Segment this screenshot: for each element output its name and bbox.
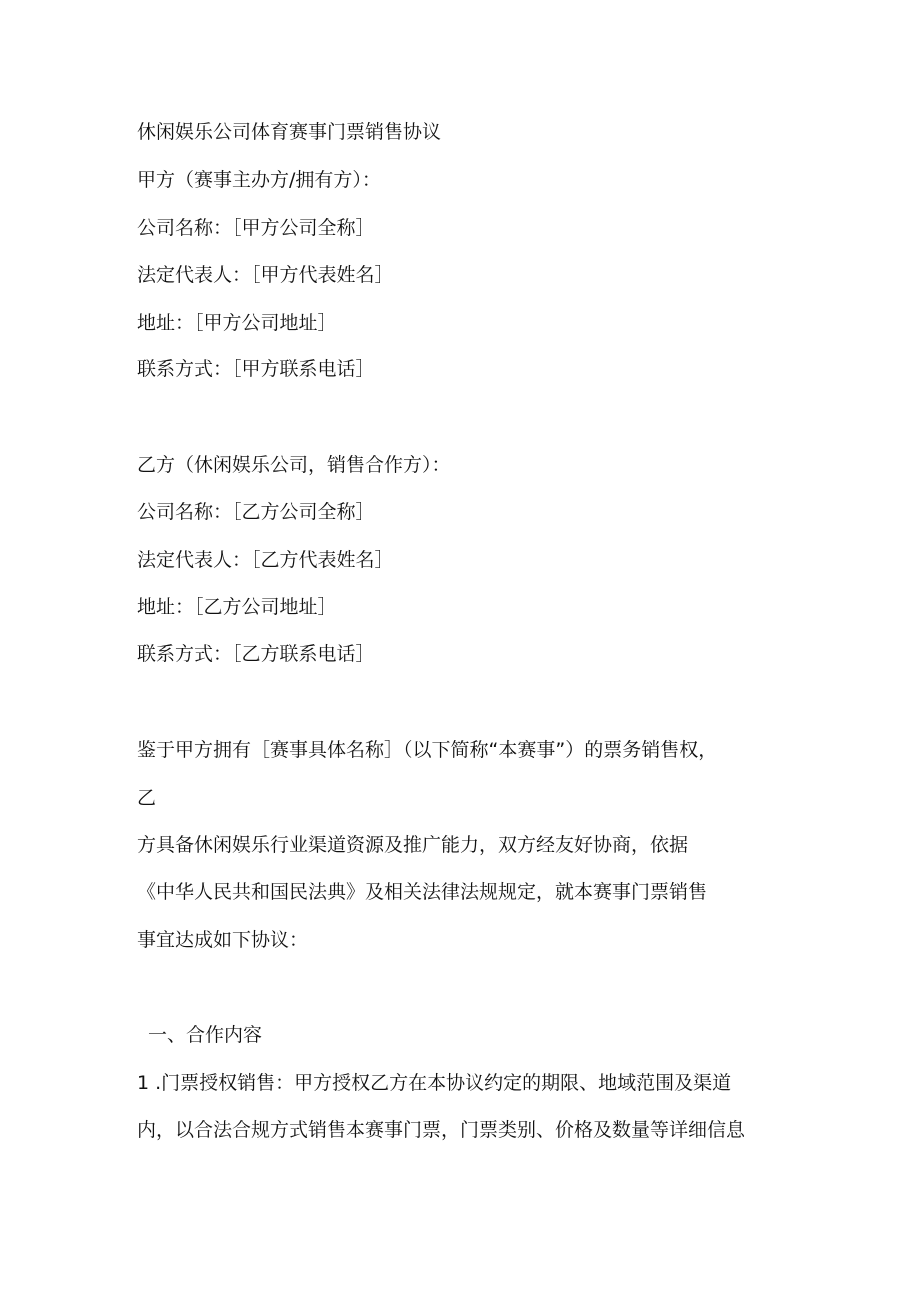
party-a-heading: 甲方（赛事主办方/拥有方）：	[137, 169, 381, 191]
party-b-address: 地址：［乙方公司地址］	[137, 596, 337, 618]
preamble-line: 方具备休闲娱乐行业渠道资源及推广能力，双方经友好协商，依据	[137, 834, 689, 856]
section-item-line: 1 .门票授权销售：甲方授权乙方在本协议约定的期限、地域范围及渠道	[137, 1072, 732, 1094]
party-a-address: 地址：［甲方公司地址］	[137, 312, 337, 334]
preamble-line: 乙	[137, 787, 157, 809]
section-item-line: 内，以合法合规方式销售本赛事门票，门票类别、价格及数量等详细信息	[137, 1119, 746, 1141]
party-b-heading: 乙方（休闲娱乐公司，销售合作方）：	[137, 454, 451, 476]
party-a-representative: 法定代表人：［甲方代表姓名］	[137, 264, 394, 286]
party-a-contact: 联系方式：［甲方联系电话］	[137, 358, 375, 380]
preamble-line: 鉴于甲方拥有［赛事具体名称］（以下简称“本赛事”）的票务销售权，	[137, 739, 718, 761]
document-title: 休闲娱乐公司体育赛事门票销售协议	[137, 121, 442, 143]
party-a-company: 公司名称：［甲方公司全称］	[137, 217, 375, 239]
party-b-company: 公司名称：［乙方公司全称］	[137, 501, 375, 523]
party-b-representative: 法定代表人：［乙方代表姓名］	[137, 549, 394, 571]
preamble-line: 《中华人民共和国民法典》及相关法律法规规定，就本赛事门票销售	[137, 881, 708, 903]
preamble-line: 事宜达成如下协议：	[137, 929, 309, 951]
section-heading: 一、合作内容	[148, 1024, 263, 1046]
party-b-contact: 联系方式：［乙方联系电话］	[137, 643, 375, 665]
